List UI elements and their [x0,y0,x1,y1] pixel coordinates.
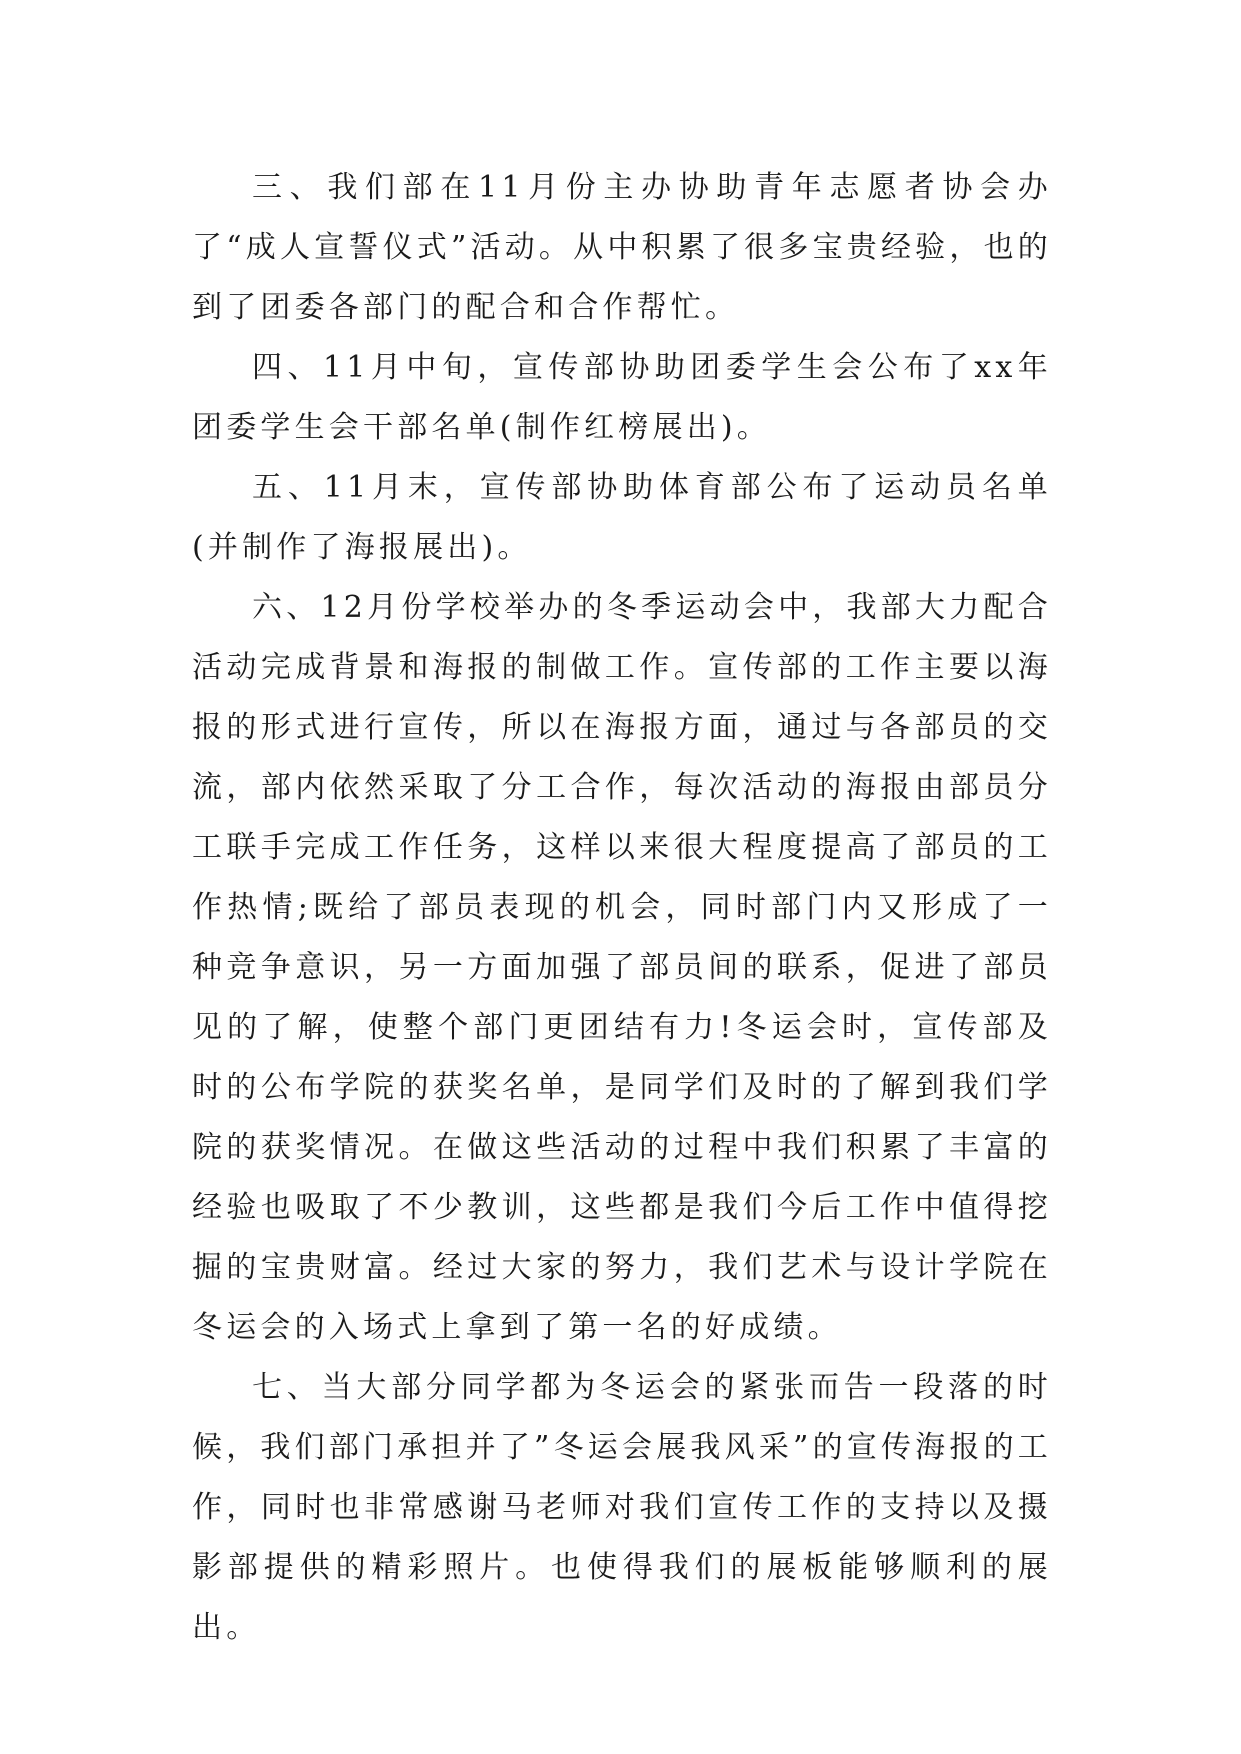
paragraph-7: 七、当大部分同学都为冬运会的紧张而告一段落的时候，我们部门承担并了”冬运会展我风采”的宣传海报的工作，同时也非常感谢马老师对我们宣传工作的支持以及摄影部提供的精彩照片。也使得我们的展板能够顺利的展出。 [192,1370,1052,1645]
paragraph-3: 三、我们部在11月份主办协助青年志愿者协会办了“成人宣誓仪式”活动。从中积累了很多宝贵经验，也的到了团委各部门的配合和合作帮忙。 [192,170,1052,325]
document-body [192,158,1052,1658]
paragraph-6: 六、12月份学校举办的冬季运动会中，我部大力配合活动完成背景和海报的制做工作。宣传部的工作主要以海报的形式进行宣传，所以在海报方面，通过与各部员的交流，部内依然采取了分工合作，每次活动的海报由部员分工联手完成工作任务，这样以来很大程度提高了部员的工作热情;既给了部员表现的机会，同时部门内又形成了一种竞争意识，另一方面加强了部员间的联系，促进了部员见的了解，使整个部门更团结有力!冬运会时，宣传部及时的公布学院的获奖名单，是同学们及时的了解到我们学院的获奖情况。在做这些活动的过程中我们积累了丰富的经验也吸取了不少教训，这些都是我们今后工作中值得挖掘的宝贵财富。经过大家的努力，我们艺术与设计学院在冬运会的入场式上拿到了第一名的好成绩。 [192,590,1052,1345]
paragraph-4: 四、11月中旬，宣传部协助团委学生会公布了xx年团委学生会干部名单(制作红榜展出)。 [192,350,1052,445]
paragraph-5: 五、11月末，宣传部协助体育部公布了运动员名单(并制作了海报展出)。 [192,470,1052,565]
